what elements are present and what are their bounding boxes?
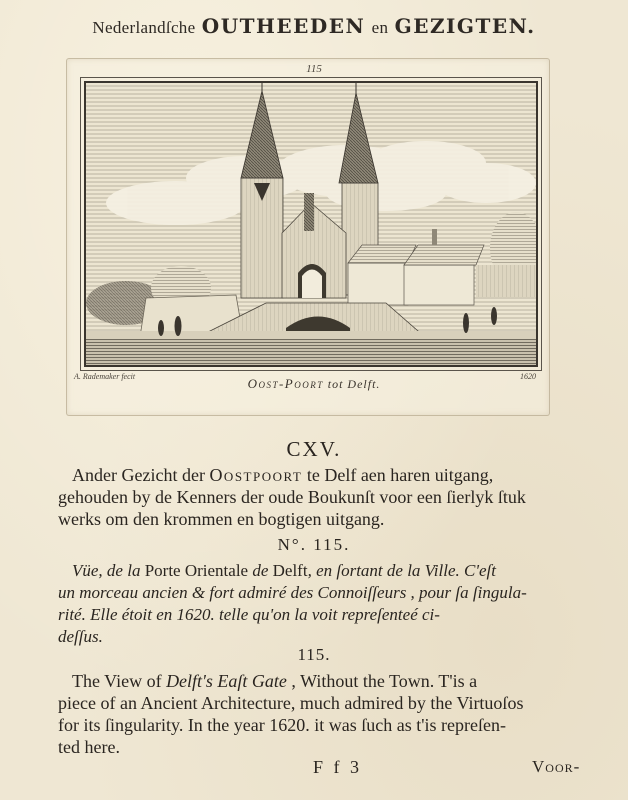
plate-caption-place: tot Delft. [327, 377, 381, 391]
running-head-tail: GEZIGTEN. [394, 14, 536, 38]
signature-mark: F f 3 [313, 757, 363, 777]
section-heading-roman: CXV. [286, 437, 342, 461]
running-head-joiner: en [371, 18, 389, 37]
english-line-4: ted here. [58, 737, 120, 757]
french-text: , en ſortant de la Ville. C'eſt [307, 561, 496, 580]
dutch-line-3: werks om den krommen en bogtigen uitgang. [58, 509, 385, 529]
english-line-1 [58, 670, 596, 692]
engraver-credit: A. Rademaker fecit [74, 372, 136, 381]
french-text: Delft [272, 561, 308, 580]
engraving-oost-poort [84, 81, 538, 367]
section-heading-number: N°. 115. [277, 535, 351, 554]
french-line-1 [58, 560, 596, 582]
french-text: de [252, 561, 273, 580]
running-head-prefix: Nederlandſche [92, 18, 196, 37]
running-head-main: OUTHEEDEN [201, 14, 366, 38]
canal [86, 339, 538, 367]
plate-caption-subject: Oost-Poort [247, 376, 324, 391]
section-heading-arabic: 115. [297, 645, 331, 664]
plate-year: 1620 [520, 372, 536, 381]
english-line-2: piece of an Ancient Architecture, much admired by the Virtuoſos [58, 693, 524, 713]
english-text: , Without the Town. T'is a [286, 671, 478, 691]
dutch-paragraph [58, 464, 596, 530]
running-head [0, 14, 628, 38]
gatehouse [282, 193, 346, 298]
french-line-2: un morceau ancien & fort admiré des Connoiſſeurs , pour ſa ſingula- [58, 583, 527, 602]
left-tower [241, 83, 283, 298]
english-line-3: for its ſingularity. In the year 1620. it was ſuch as t'is repreſen- [58, 715, 506, 735]
french-text: Porte Orientale [144, 561, 253, 580]
dutch-text: te Delf aen haren uitgang, [302, 465, 494, 485]
dutch-oostpoort: Oostpoort [209, 465, 303, 485]
french-text: Vüe, de la [72, 561, 145, 580]
dutch-text: Ander Gezicht der [72, 465, 210, 485]
catchword: Voor- [532, 757, 581, 776]
english-text: The View of [72, 671, 167, 691]
french-line-3: rité. Elle étoit en 1620. telle qu'on la voit repreſenteé ci- [58, 605, 440, 624]
dutch-line-1 [58, 464, 596, 486]
plate-number: 115 [306, 63, 322, 75]
english-text: Delft's Eaſt Gate [166, 671, 287, 691]
french-paragraph [58, 560, 596, 648]
english-paragraph [58, 670, 596, 758]
dutch-line-2: gehouden by de Kenners der oude Boukunſt voor een ſierlyk ſtuk [58, 487, 526, 507]
engraving-illustration [86, 83, 538, 367]
french-line-4: deſſus. [58, 627, 103, 646]
